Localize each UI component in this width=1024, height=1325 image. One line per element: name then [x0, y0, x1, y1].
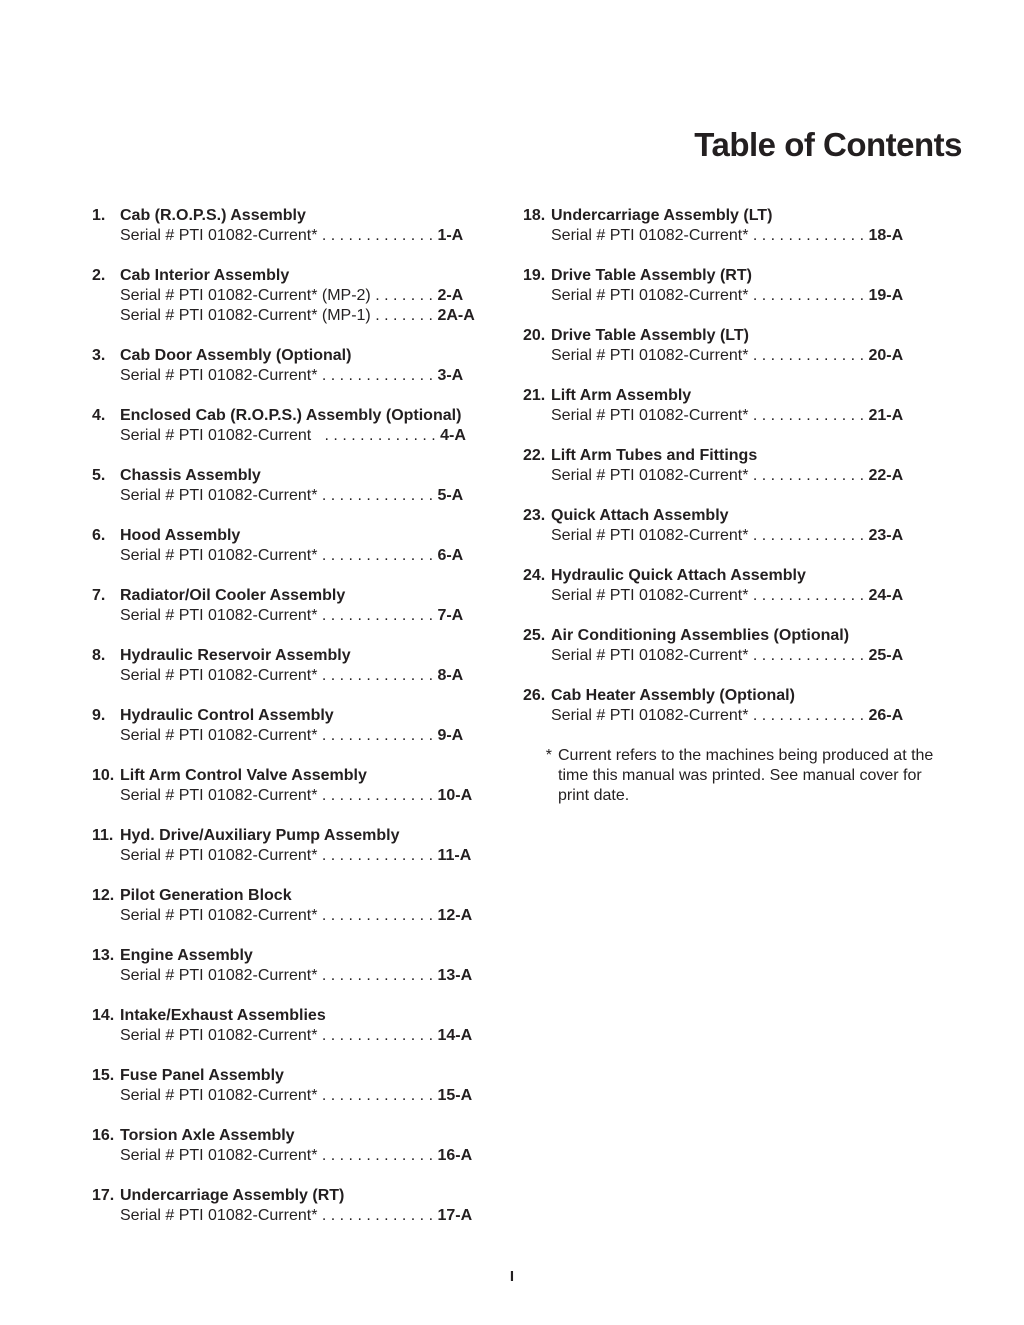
toc-entry-title — [92, 466, 502, 486]
toc-entry-number: 1. — [92, 207, 106, 224]
serial-text: Serial # PTI 01082-Current* . . . . . . . . . . . . . — [120, 1087, 438, 1104]
toc-entry-title — [92, 526, 502, 546]
serial-text: Serial # PTI 01082-Current* . . . . . . . . . . . . . — [120, 1027, 438, 1044]
toc-entry — [92, 586, 502, 626]
toc-entry-title-text: Radiator/Oil Cooler Assembly — [120, 587, 346, 604]
toc-entry — [523, 386, 943, 426]
toc-entry-title-text: Cab Interior Assembly — [120, 267, 290, 284]
toc-entry — [92, 1126, 502, 1166]
toc-entry-number: 10. — [92, 767, 115, 784]
toc-entry-title-text: Undercarriage Assembly (LT) — [551, 207, 773, 224]
toc-entry-number: 25. — [523, 627, 546, 644]
serial-text: Serial # PTI 01082-Current* . . . . . . . . . . . . . — [120, 227, 438, 244]
page-reference[interactable]: 1-A — [437, 227, 464, 244]
page-reference[interactable]: 19-A — [868, 287, 904, 304]
page-reference[interactable]: 20-A — [868, 347, 904, 364]
toc-entry-line[interactable] — [120, 666, 502, 686]
toc-entry-title-text: Hydraulic Reservoir Assembly — [120, 647, 351, 664]
serial-text: Serial # PTI 01082-Current* . . . . . . . . . . . . . — [120, 667, 438, 684]
serial-text: Serial # PTI 01082-Current* . . . . . . . . . . . . . — [120, 487, 438, 504]
toc-entry-line[interactable] — [120, 426, 502, 446]
toc-entry-title-text: Quick Attach Assembly — [551, 507, 729, 524]
serial-text: Serial # PTI 01082-Current* . . . . . . . . . . . . . — [551, 527, 869, 544]
serial-text: Serial # PTI 01082-Current . . . . . . . . . . . . . — [120, 427, 441, 444]
toc-entry-number: 9. — [92, 707, 106, 724]
toc-entry-title — [92, 206, 502, 226]
page-reference[interactable]: 12-A — [437, 907, 473, 924]
page-reference[interactable]: 21-A — [868, 407, 904, 424]
toc-entry-title — [523, 206, 943, 226]
toc-entry-line[interactable] — [551, 406, 943, 426]
toc-entry-line[interactable] — [120, 486, 502, 506]
toc-entry-title — [92, 826, 502, 846]
toc-entry-title — [92, 706, 502, 726]
page-reference[interactable]: 24-A — [868, 587, 904, 604]
footnote-text: Current refers to the machines being produced at the time this manual was printed. See manual cover for print date. — [558, 747, 934, 804]
serial-text: Serial # PTI 01082-Current* . . . . . . . . . . . . . — [551, 707, 869, 724]
toc-entry-line[interactable] — [551, 706, 943, 726]
toc-right-column — [523, 206, 943, 806]
toc-entry-title-text: Hyd. Drive/Auxiliary Pump Assembly — [120, 827, 400, 844]
serial-text: Serial # PTI 01082-Current* . . . . . . . . . . . . . — [120, 1147, 438, 1164]
toc-entry-title — [92, 266, 502, 286]
serial-text: Serial # PTI 01082-Current* . . . . . . . . . . . . . — [551, 407, 869, 424]
serial-text: Serial # PTI 01082-Current* . . . . . . . . . . . . . — [551, 227, 869, 244]
toc-entry-title-text: Cab Door Assembly (Optional) — [120, 347, 352, 364]
toc-entry-title — [523, 566, 943, 586]
serial-text: Serial # PTI 01082-Current* . . . . . . . . . . . . . — [120, 847, 438, 864]
toc-entry — [523, 686, 943, 726]
toc-entry — [523, 626, 943, 666]
toc-entry-title — [523, 626, 943, 646]
toc-entry-title-text: Engine Assembly — [120, 947, 253, 964]
serial-text: Serial # PTI 01082-Current* . . . . . . . . . . . . . — [120, 367, 438, 384]
toc-entry-title-text: Cab Heater Assembly (Optional) — [551, 687, 795, 704]
toc-entry-title-text: Drive Table Assembly (RT) — [551, 267, 752, 284]
page-reference[interactable]: 8-A — [437, 667, 464, 684]
serial-text: Serial # PTI 01082-Current* . . . . . . . . . . . . . — [120, 727, 438, 744]
toc-entry — [92, 206, 502, 246]
page-reference[interactable]: 10-A — [437, 787, 473, 804]
toc-entry-title-text: Chassis Assembly — [120, 467, 261, 484]
toc-entry-number: 4. — [92, 407, 106, 424]
toc-entry — [523, 266, 943, 306]
toc-entry — [523, 566, 943, 606]
toc-entry-line[interactable] — [120, 1206, 502, 1226]
toc-entry-title-text: Intake/Exhaust Assemblies — [120, 1007, 326, 1024]
serial-text: Serial # PTI 01082-Current* . . . . . . . . . . . . . — [120, 607, 438, 624]
toc-entry-title — [523, 386, 943, 406]
toc-entry-title-text: Drive Table Assembly (LT) — [551, 327, 749, 344]
toc-entry-line[interactable] — [551, 226, 943, 246]
toc-entry-title — [523, 266, 943, 286]
serial-text: Serial # PTI 01082-Current* . . . . . . . . . . . . . — [120, 787, 438, 804]
toc-entry-title-text: Lift Arm Tubes and Fittings — [551, 447, 758, 464]
toc-entry-title — [92, 586, 502, 606]
toc-entry-title — [92, 406, 502, 426]
toc-entry-number: 13. — [92, 947, 115, 964]
serial-text: Serial # PTI 01082-Current* . . . . . . . . . . . . . — [551, 587, 869, 604]
toc-entry-title — [92, 646, 502, 666]
footnote — [523, 746, 943, 806]
serial-text: Serial # PTI 01082-Current* . . . . . . . . . . . . . — [120, 967, 438, 984]
toc-entry-line[interactable] — [120, 1086, 502, 1106]
serial-text: Serial # PTI 01082-Current* . . . . . . . . . . . . . — [120, 907, 438, 924]
toc-entry-title-text: Torsion Axle Assembly — [120, 1127, 295, 1144]
toc-entry-line[interactable] — [120, 966, 502, 986]
toc-entry — [523, 506, 943, 546]
toc-entry-number: 26. — [523, 687, 546, 704]
page-reference[interactable]: 2A-A — [437, 307, 475, 324]
toc-entry — [92, 266, 502, 326]
page-reference[interactable]: 17-A — [437, 1207, 473, 1224]
toc-entry — [523, 446, 943, 486]
toc-entry — [523, 326, 943, 366]
toc-entry-line[interactable] — [120, 366, 502, 386]
page-reference[interactable]: 9-A — [437, 727, 464, 744]
toc-entry-line[interactable] — [120, 286, 502, 306]
toc-entry-title-text: Fuse Panel Assembly — [120, 1067, 284, 1084]
toc-entry-title-text: Cab (R.O.P.S.) Assembly — [120, 207, 306, 224]
toc-entry-line[interactable] — [120, 726, 502, 746]
serial-text: Serial # PTI 01082-Current* . . . . . . . . . . . . . — [551, 347, 869, 364]
page-reference[interactable]: 15-A — [437, 1087, 473, 1104]
toc-entry-number: 15. — [92, 1067, 115, 1084]
toc-entry-line[interactable] — [551, 586, 943, 606]
toc-entry-title — [92, 946, 502, 966]
toc-entry-line[interactable] — [120, 606, 502, 626]
page-reference[interactable]: 23-A — [868, 527, 904, 544]
toc-entry-number: 23. — [523, 507, 546, 524]
toc-entry-number: 8. — [92, 647, 106, 664]
toc-entry-title-text: Hydraulic Quick Attach Assembly — [551, 567, 806, 584]
page-reference[interactable]: 14-A — [437, 1027, 473, 1044]
toc-entry-title — [92, 1066, 502, 1086]
toc-entry-title-text: Lift Arm Assembly — [551, 387, 692, 404]
page-number: I — [509, 1268, 515, 1285]
toc-entry-number: 14. — [92, 1007, 115, 1024]
toc-entry — [523, 206, 943, 246]
toc-entry-title — [523, 446, 943, 466]
toc-entry-line[interactable] — [120, 1026, 502, 1046]
toc-entry-number: 21. — [523, 387, 546, 404]
toc-entry-title — [92, 886, 502, 906]
toc-entry-line[interactable] — [551, 466, 943, 486]
toc-entry — [92, 346, 502, 386]
page-reference[interactable]: 11-A — [437, 847, 472, 864]
serial-text: Serial # PTI 01082-Current* . . . . . . . . . . . . . — [120, 547, 438, 564]
toc-entry-title-text: Enclosed Cab (R.O.P.S.) Assembly (Optional) — [120, 407, 462, 424]
toc-entry-line[interactable] — [551, 286, 943, 306]
toc-entry-title — [92, 1126, 502, 1146]
serial-text: Serial # PTI 01082-Current* . . . . . . . . . . . . . — [120, 1207, 438, 1224]
page-reference[interactable]: 13-A — [437, 967, 473, 984]
toc-entry-title — [92, 1006, 502, 1026]
toc-entry — [92, 466, 502, 506]
toc-entry — [92, 886, 502, 926]
toc-entry — [92, 1186, 502, 1226]
toc-left-column — [92, 206, 502, 1246]
toc-entry-number: 6. — [92, 527, 106, 544]
toc-entry-number: 22. — [523, 447, 546, 464]
page-reference[interactable]: 26-A — [868, 707, 904, 724]
toc-entry-number: 7. — [92, 587, 106, 604]
toc-entry-title — [523, 326, 943, 346]
page-reference[interactable]: 16-A — [437, 1147, 473, 1164]
toc-entry-number: 17. — [92, 1187, 115, 1204]
toc-entry — [92, 1066, 502, 1106]
toc-entry-title — [92, 766, 502, 786]
toc-entry — [92, 826, 502, 866]
footnote-mark: * — [545, 747, 552, 764]
toc-entry-line[interactable] — [551, 646, 943, 666]
toc-entry-number: 16. — [92, 1127, 115, 1144]
toc-entry-title — [92, 1186, 502, 1206]
toc-entry — [92, 766, 502, 806]
serial-text: Serial # PTI 01082-Current* (MP-1) . . . . . . . — [120, 307, 438, 324]
toc-entry-title — [523, 686, 943, 706]
toc-entry-title-text: Hood Assembly — [120, 527, 241, 544]
serial-text: Serial # PTI 01082-Current* . . . . . . . . . . . . . — [551, 467, 869, 484]
toc-entry-number: 11. — [92, 827, 114, 844]
toc-entry-line[interactable] — [120, 786, 502, 806]
toc-entry-line[interactable] — [120, 226, 502, 246]
page-reference[interactable]: 4-A — [440, 427, 466, 444]
toc-entry-title-text: Lift Arm Control Valve Assembly — [120, 767, 367, 784]
toc-entry-line[interactable] — [120, 306, 502, 326]
page-title: Table of Contents — [694, 126, 962, 163]
toc-entry-number: 24. — [523, 567, 546, 584]
page-reference[interactable]: 7-A — [437, 607, 464, 624]
toc-entry-number: 19. — [523, 267, 546, 284]
serial-text: Serial # PTI 01082-Current* . . . . . . . . . . . . . — [551, 287, 869, 304]
toc-entry-title-text: Air Conditioning Assemblies (Optional) — [551, 627, 850, 644]
toc-entry-line[interactable] — [120, 546, 502, 566]
toc-entry-title-text: Pilot Generation Block — [120, 887, 292, 904]
toc-entry-number: 12. — [92, 887, 115, 904]
toc-entry — [92, 706, 502, 746]
toc-entry-number: 2. — [92, 267, 106, 284]
toc-entry — [92, 646, 502, 686]
page-reference[interactable]: 18-A — [868, 227, 904, 244]
toc-entry-title — [523, 506, 943, 526]
toc-entry — [92, 946, 502, 986]
page-reference[interactable]: 3-A — [437, 367, 464, 384]
toc-entry-title-text: Hydraulic Control Assembly — [120, 707, 334, 724]
toc-entry-number: 5. — [92, 467, 106, 484]
serial-text: Serial # PTI 01082-Current* (MP-2) . . . . . . . — [120, 287, 438, 304]
toc-entry-number: 20. — [523, 327, 546, 344]
serial-text: Serial # PTI 01082-Current* . . . . . . . . . . . . . — [551, 647, 869, 664]
toc-entry-title-text: Undercarriage Assembly (RT) — [120, 1187, 345, 1204]
toc-entry-line[interactable] — [120, 846, 502, 866]
toc-entry — [92, 406, 502, 446]
page-reference[interactable]: 22-A — [868, 467, 904, 484]
toc-entry — [92, 526, 502, 566]
toc-entry-line[interactable] — [551, 346, 943, 366]
toc-entry-number: 3. — [92, 347, 106, 364]
toc-entry — [92, 1006, 502, 1046]
toc-entry-line[interactable] — [120, 906, 502, 926]
toc-entry-line[interactable] — [120, 1146, 502, 1166]
toc-entry-number: 18. — [523, 207, 546, 224]
page-reference[interactable]: 25-A — [868, 647, 904, 664]
page-reference[interactable]: 2-A — [437, 287, 464, 304]
page-reference[interactable]: 6-A — [437, 547, 464, 564]
page-reference[interactable]: 5-A — [437, 487, 464, 504]
toc-entry-title — [92, 346, 502, 366]
toc-entry-line[interactable] — [551, 526, 943, 546]
